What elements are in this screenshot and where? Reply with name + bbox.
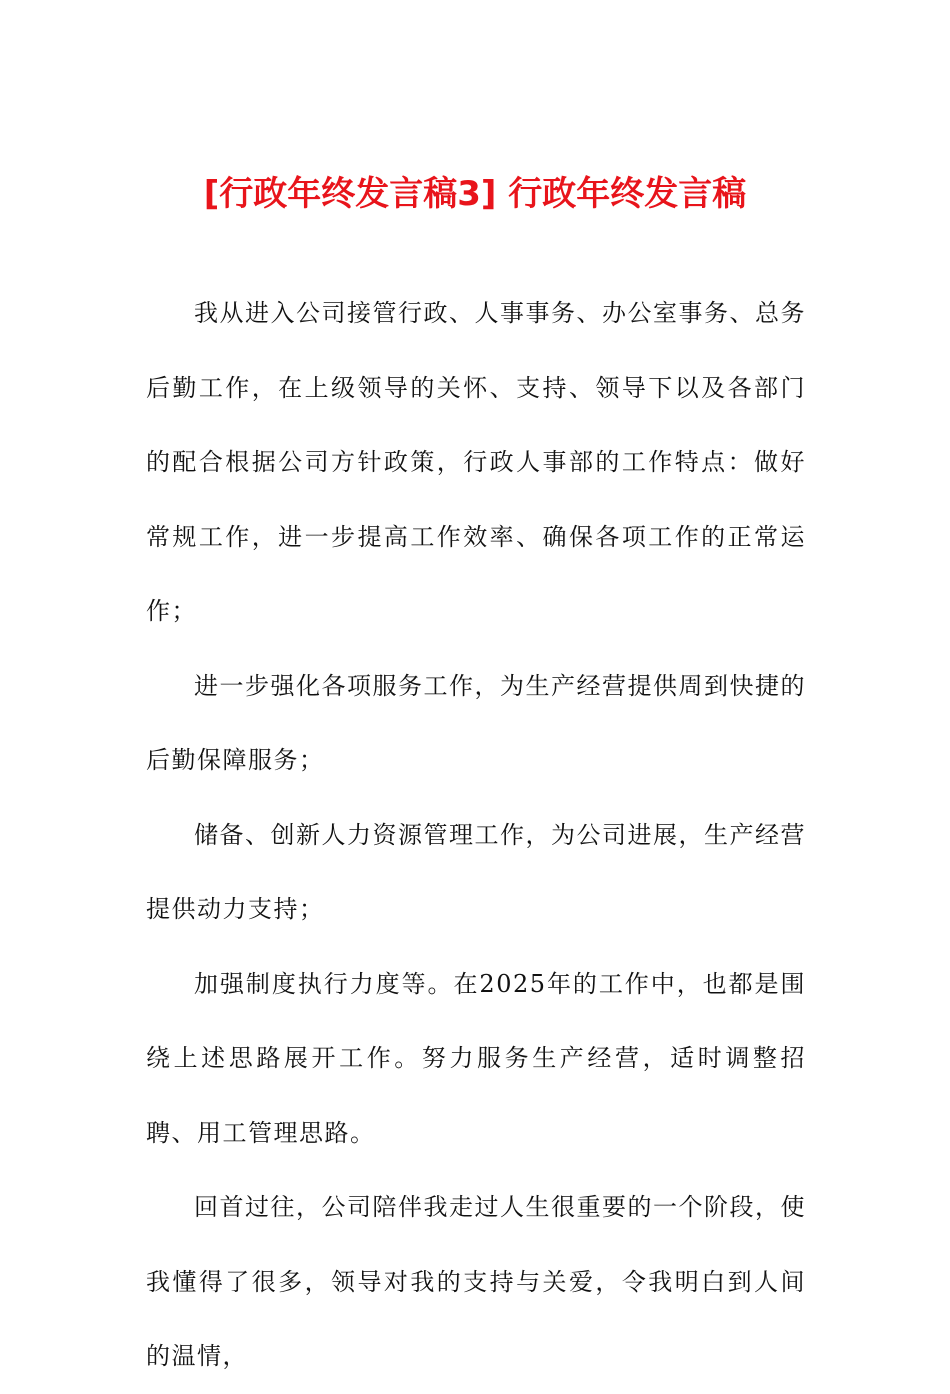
paragraph: 储备、创新人力资源管理工作，为公司进展，生产经营提供动力支持；: [146, 820, 806, 923]
document-body: [146, 276, 806, 1394]
paragraph: 回首过往，公司陪伴我走过人生很重要的一个阶段，使我懂得了很多，领导对我的支持与关爱，令我明白到人间的温情，: [146, 1193, 806, 1370]
paragraph: 我从进入公司接管行政、人事事务、办公室事务、总务后勤工作，在上级领导的关怀、支持、领导下以及各部门的配合根据公司方针政策，行政人事部的工作特点：做好常规工作，进一步提高工作效率、确保各项工作的正常运作；: [146, 299, 806, 625]
paragraph: 进一步强化各项服务工作，为生产经营提供周到快捷的后勤保障服务；: [146, 671, 806, 774]
paragraph: 加强制度执行力度等。在2025年的工作中，也都是围绕上述思路展开工作。努力服务生产经营，适时调整招聘、用工管理思路。: [146, 969, 806, 1147]
document-title: [行政年终发言稿3] 行政年终发言稿: [203, 173, 747, 214]
